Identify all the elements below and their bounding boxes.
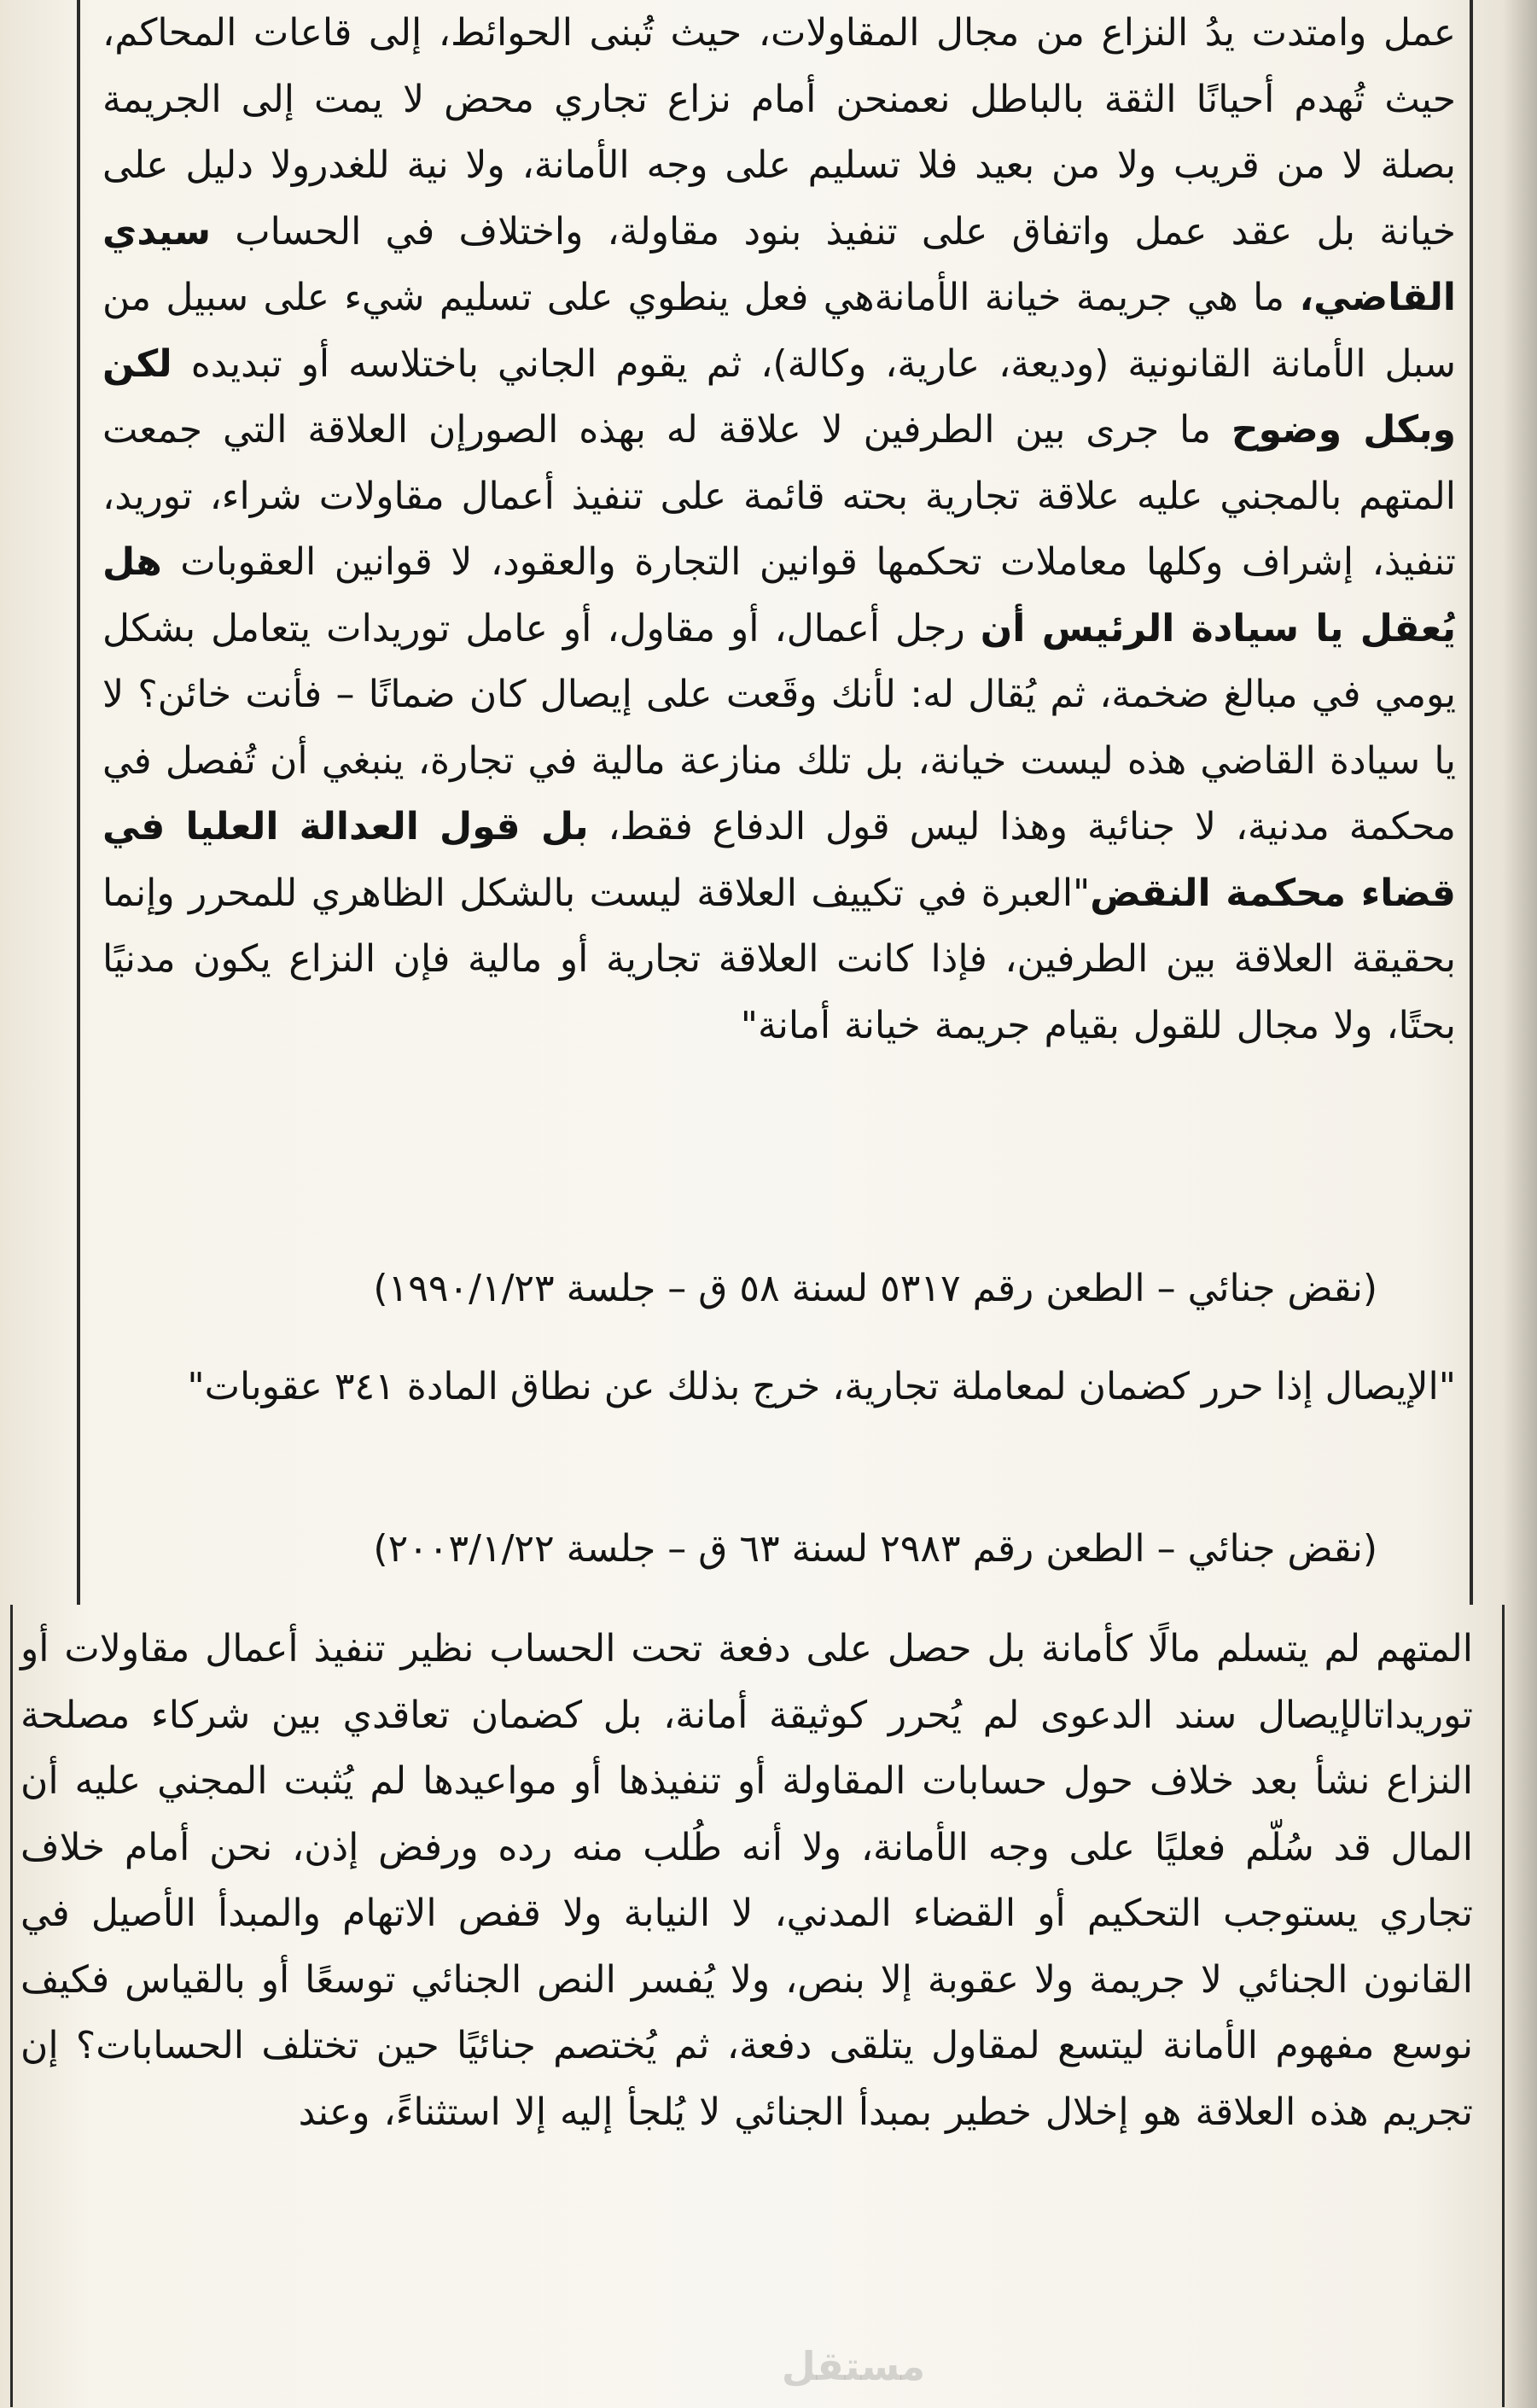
- page-edge-shadow: [1503, 0, 1537, 2408]
- paragraph-2: المتهم لم يتسلم مالًا كأمانة بل حصل على دفعة تحت الحساب نظير تنفيذ أعمال مقاولات أو توريداتالإيصال سند الدعوى لم يُحرر كوثيقة أمانة، بل كضمان تعاقدي بين شركاء مصلحة النزاع نشأ بعد خلاف حول حسابات المقاولة أو تنفيذها أو مواعيدها لم يُثبت المجني عليه أن المال قد سُلّم فعليًا على وجه الأمانة، ولا أنه طُلب منه رده ورفض إذن، نحن أمام خلاف تجاري يستوجب التحكيم أو القضاء المدني، لا النيابة ولا قفص الاتهام والمبدأ الأصيل في القانون الجنائي لا جريمة ولا عقوبة إلا بنص، ولا يُفسر النص الجنائي توسعًا أو بالقياس فكيف نوسع مفهوم الأمانة ليتسع لمقاول يتلقى دفعة، ثم يُختصم جنائيًا حين تختلف الحسابات؟ إن تجريم هذه العلاقة هو إخلال خطير بمبدأ الجنائي لا يُلجأ إليه إلا استثناءً، وعند: [20, 1627, 1473, 2134]
- para1-seg-5: هل يُعقل يا سيادة الرئيس أن: [102, 540, 1456, 650]
- para1-seg-3: لكن وبكل وضوح: [102, 341, 1457, 452]
- para1-seg-7: بل قول العدالة العليا في قضاء محكمة النقض: [102, 805, 1456, 915]
- para1-seg-1: سيدي القاضي،: [102, 209, 1456, 319]
- para1-seg-6: رجل أعمال، أو مقاول، أو عامل توريدات يتعامل بشكل يومي في مبالغ ضخمة، ثم يُقال له: لأنك وقَعت على إيصال كان ضمانًا – فأنت خائن؟ لا يا سيادة القاضي هذه ليست خيانة، بل تلك منازعة مالية في تجارة، ينبغي أن تُفصل في محكمة مدنية، لا جنائية وهذا ليس قول الدفاع فقط،: [102, 606, 1456, 848]
- outer-left-border: [10, 1605, 13, 2407]
- para1-seg-0: عمل وامتدت يدُ النزاع من مجال المقاولات، حيث تُبنى الحوائط، إلى قاعات المحاكم، حيث تُهدم أحيانًا الثقة بالباطل نعمنحن أمام نزاع تجاري محض لا يمت إلى الجريمة بصلة لا من قريب ولا من بعيد فلا تسليم على وجه الأمانة، ولا نية للغدرولا دليل على خيانة بل عقد عمل واتفاق على تنفيذ بنود مقاولة، واختلاف في الحساب: [102, 11, 1456, 254]
- quote-2: "الإيصال إذا حرر كضمان لمعاملة تجارية، خرج بذلك عن نطاق المادة ٣٤١ عقوبات": [187, 1365, 1456, 1408]
- document-page: [20, 0, 1471, 2408]
- watermark-logo: [768, 2343, 939, 2394]
- outer-right-border: [1502, 1605, 1505, 2407]
- watermark-text: مستقل: [781, 2343, 926, 2389]
- paragraph-1: [102, 0, 1456, 1058]
- citation-2: (نقض جنائي – الطعن رقم ٢٩٨٣ لسنة ٦٣ ق – جلسة ٢٠٠٣/١/٢٢): [373, 1527, 1377, 1571]
- para1-seg-4: ما جرى بين الطرفين لا علاقة له بهذه الصورإن العلاقة التي جمعت المتهم بالمجني عليه علاقة تجارية بحته قائمة على تنفيذ أعمال مقاولات شراء، توريد، تنفيذ، إشراف وكلها معاملات تحكمها قوانين التجارة والعقود، لا قوانين العقوبات: [102, 408, 1456, 584]
- citation-1: (نقض جنائي – الطعن رقم ٥٣١٧ لسنة ٥٨ ق – جلسة ١٩٩٠/١/٢٣): [373, 1267, 1377, 1310]
- para1-seg-2: ما هي جريمة خيانة الأمانةهي فعل ينطوي على تسليم شيء على سبيل من سبل الأمانة القانونية (وديعة، عارية، وكالة)، ثم يقوم الجاني باختلاسه أو تبديده: [102, 276, 1456, 386]
- para1-seg-8: "العبرة في تكييف العلاقة ليست بالشكل الظاهري للمحرر وإنما بحقيقة العلاقة بين الطرفين، فإذا كانت العلاقة تجارية أو مالية فإن النزاع يكون مدنيًا بحتًا، ولا مجال للقول بقيام جريمة خيانة أمانة": [102, 871, 1456, 1047]
